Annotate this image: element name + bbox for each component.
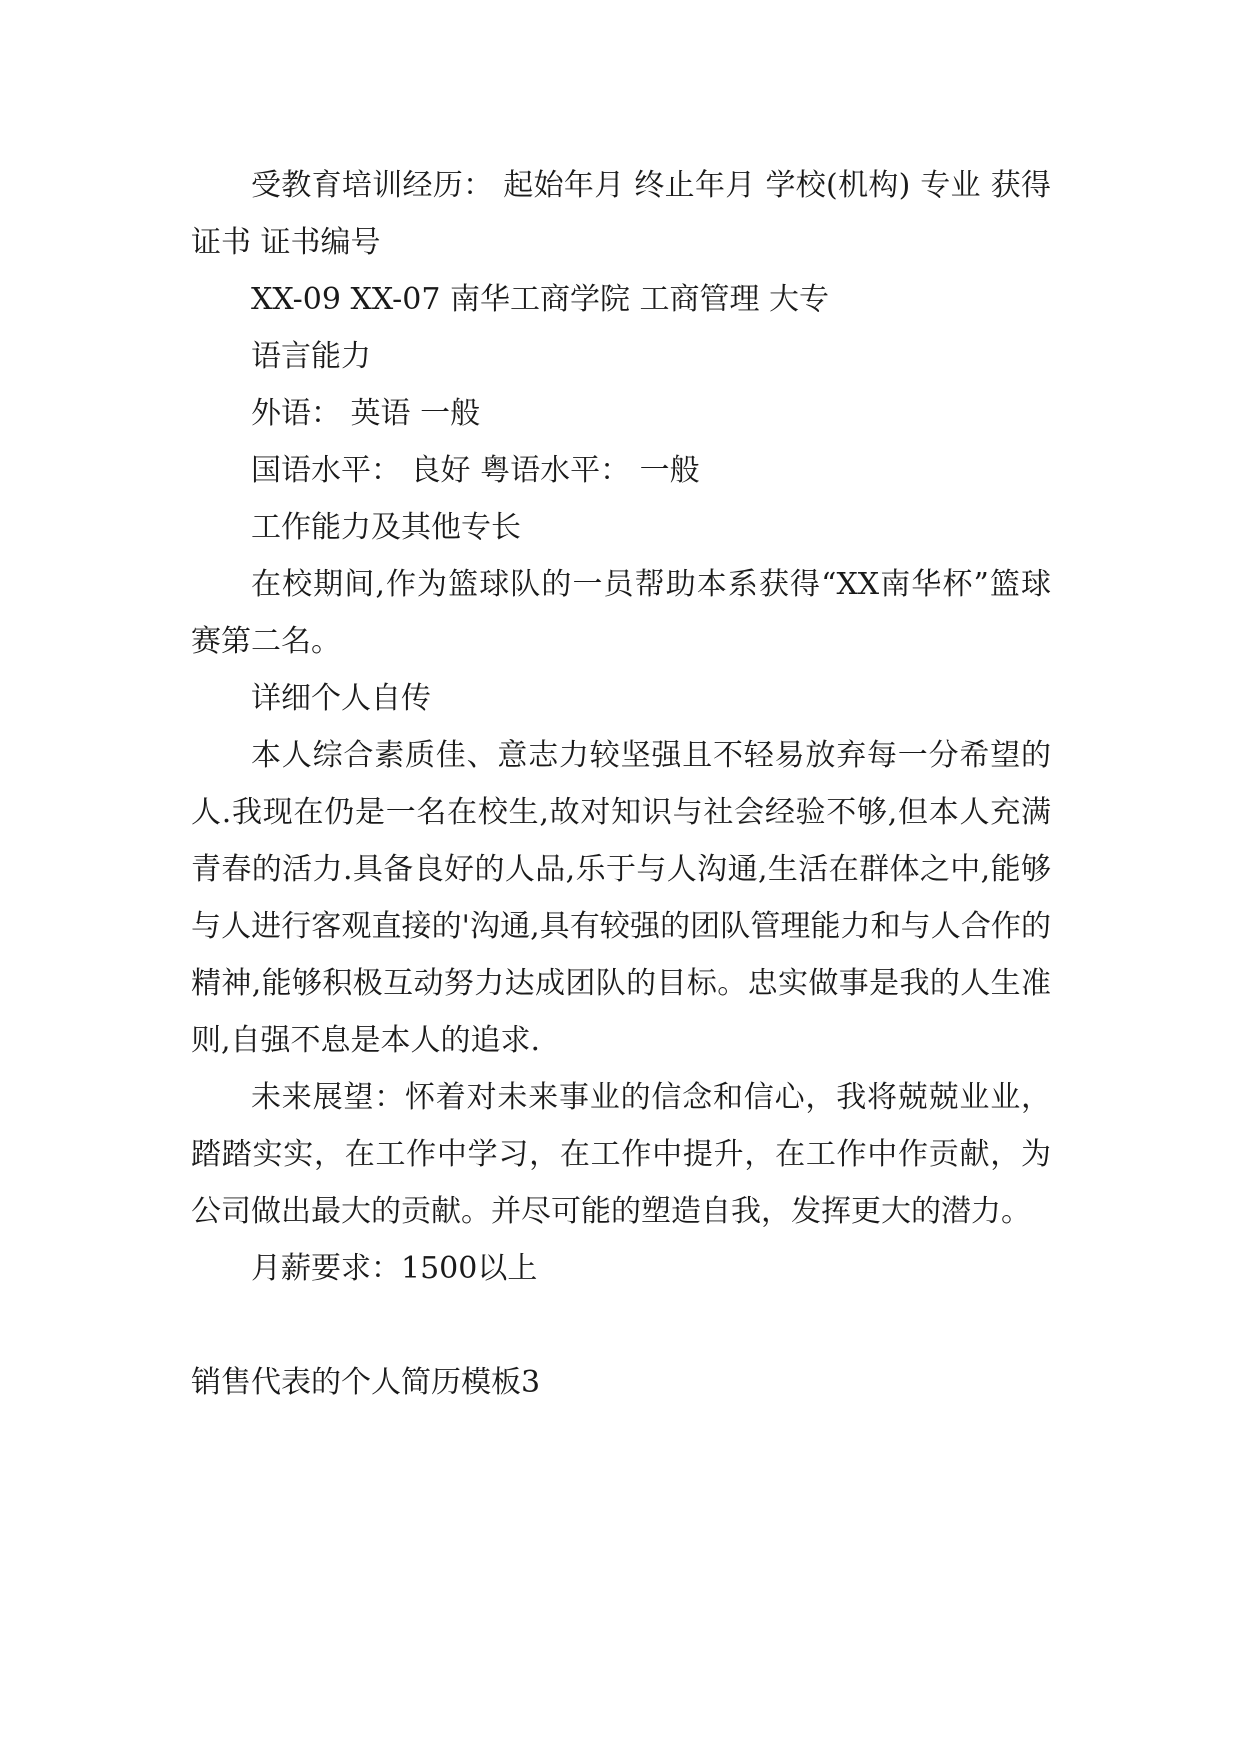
salary-text: 月薪要求：1500以上 [251, 1251, 538, 1286]
next-section-title: 销售代表的个人简历模板3 [191, 1365, 541, 1400]
skills-text: 在校期间,作为篮球队的一员帮助本系获得“XX南华杯”篮球赛第二名。 [191, 567, 1051, 659]
language-title: 语言能力 [251, 339, 371, 374]
outlook-text: 未来展望：怀着对未来事业的信念和信心，我将兢兢业业，踏踏实实，在工作中学习，在工作中提升，在工作中作贡献，为公司做出最大的贡献。并尽可能的塑造自我，发挥更大的潜力。 [191, 1080, 1051, 1229]
section-spacer [191, 1297, 1051, 1354]
education-header: 受教育培训经历： 起始年月 终止年月 学校(机构) 专业 获得证书 证书编号 [191, 168, 1051, 260]
foreign-language: 外语： 英语 一般 [251, 396, 481, 431]
skills-title: 工作能力及其他专长 [251, 510, 521, 545]
autobiography-title: 详细个人自传 [251, 681, 431, 716]
document-body [191, 157, 1051, 1411]
dialect-levels: 国语水平： 良好 粤语水平： 一般 [251, 453, 700, 488]
autobiography-text: 本人综合素质佳、意志力较坚强且不轻易放弃每一分希望的人.我现在仍是一名在校生,故对知识与社会经验不够,但本人充满青春的活力.具备良好的人品,乐于与人沟通,生活在群体之中,能够与人进行客观直接的'沟通,具有较强的团队管理能力和与人合作的精神,能够积极互动努力达成团队的目标。忠实做事是我的人生准则,自强不息是本人的追求. [191, 738, 1051, 1058]
education-record: XX-09 XX-07 南华工商学院 工商管理 大专 [251, 282, 830, 317]
